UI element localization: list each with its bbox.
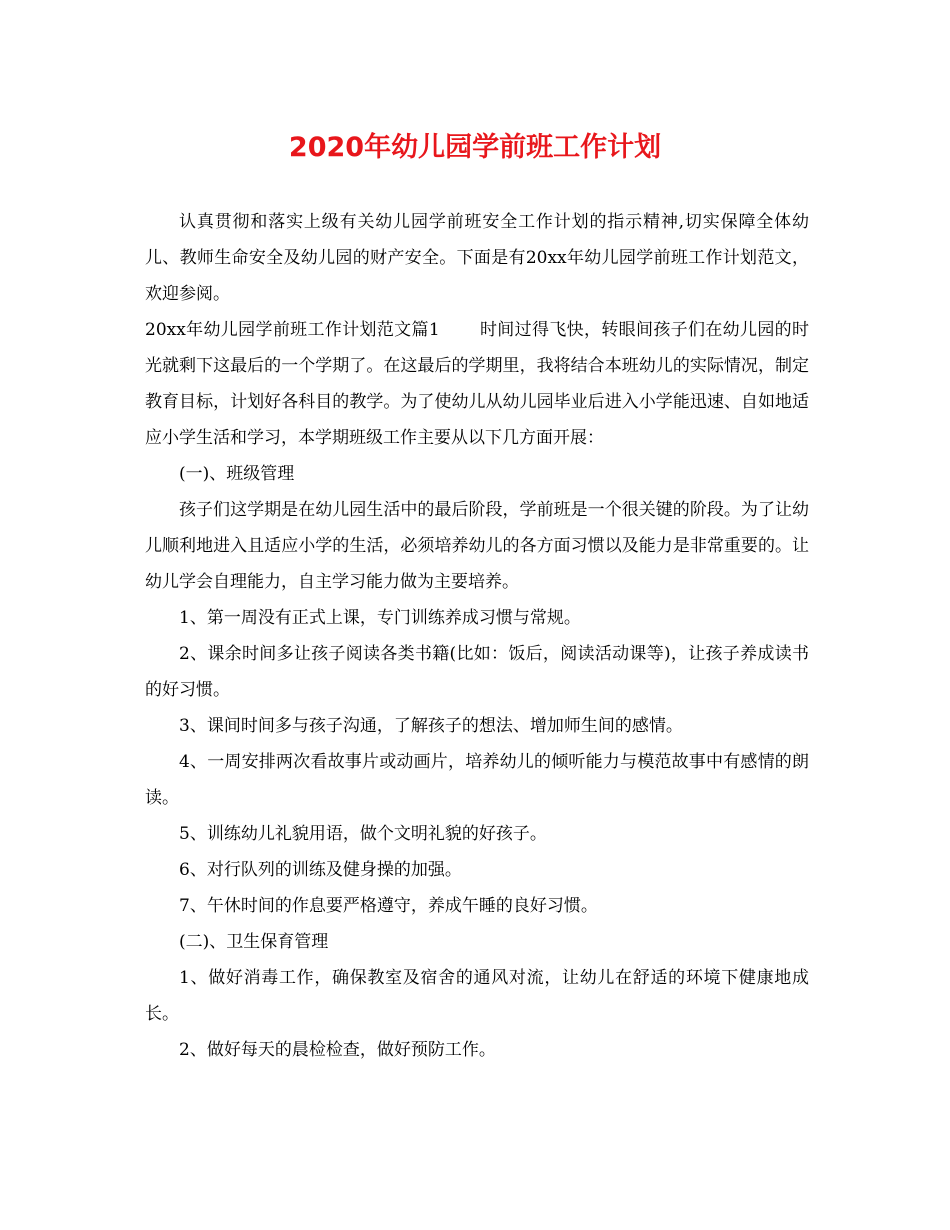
section-heading-hygiene-care: (二)、卫生保育管理 — [179, 932, 329, 952]
section-intro-class-management: 孩子们这学期是在幼儿园生活中的最后阶段，学前班是一个很关键的阶段。为了让幼儿顺利地进入且适应小学的生活，必须培养幼儿的各方面习惯以及能力是非常重要的。让幼儿学会自理能力，自主学习能力做为主要培养。 — [145, 500, 809, 592]
list-item: 2、课余时间多让孩子阅读各类书籍(比如：饭后，阅读活动课等)，让孩子养成读书的好习惯。 — [145, 644, 809, 700]
document-body — [145, 204, 809, 1068]
sample-paragraph — [145, 312, 809, 456]
list-item: 7、午休时间的作息要严格遵守，养成午睡的良好习惯。 — [179, 896, 598, 916]
list-item: 1、第一周没有正式上课，专门训练养成习惯与常规。 — [179, 608, 581, 628]
intro-paragraph: 认真贯彻和落实上级有关幼儿园学前班安全工作计划的指示精神,切实保障全体幼儿、教师生命安全及幼儿园的财产安全。下面是有20xx年幼儿园学前班工作计划范文，欢迎参阅。 — [145, 212, 809, 304]
list-item: 5、训练幼儿礼貌用语，做个文明礼貌的好孩子。 — [179, 824, 547, 844]
list-item: 2、做好每天的晨检检查，做好预防工作。 — [179, 1040, 496, 1060]
sample-opening: 时间过得飞快，转眼间孩子们在幼儿园的时光就剩下这最后的一个学期了。在这最后的学期里，我将结合本班幼儿的实际情况，制定教育目标，计划好各科目的教学。为了使幼儿从幼儿园毕业后进入小学能迅速、自如地适应小学生活和学习，本学期班级工作主要从以下几方面开展： — [145, 320, 809, 448]
document-title: 2020年幼儿园学前班工作计划 — [288, 132, 662, 163]
list-item: 3、课间时间多与孩子沟通，了解孩子的想法、增加师生间的感情。 — [179, 716, 683, 736]
list-item: 6、对行队列的训练及健身操的加强。 — [179, 860, 462, 880]
section-heading-class-management: (一)、班级管理 — [179, 464, 295, 484]
list-item: 4、一周安排两次看故事片或动画片，培养幼儿的倾听能力与模范故事中有感情的朗读。 — [145, 752, 809, 808]
list-item: 1、做好消毒工作，确保教室及宿舍的通风对流，让幼儿在舒适的环境下健康地成长。 — [145, 968, 809, 1024]
sample-heading: 20xx年幼儿园学前班工作计划范文篇1 — [145, 320, 440, 340]
